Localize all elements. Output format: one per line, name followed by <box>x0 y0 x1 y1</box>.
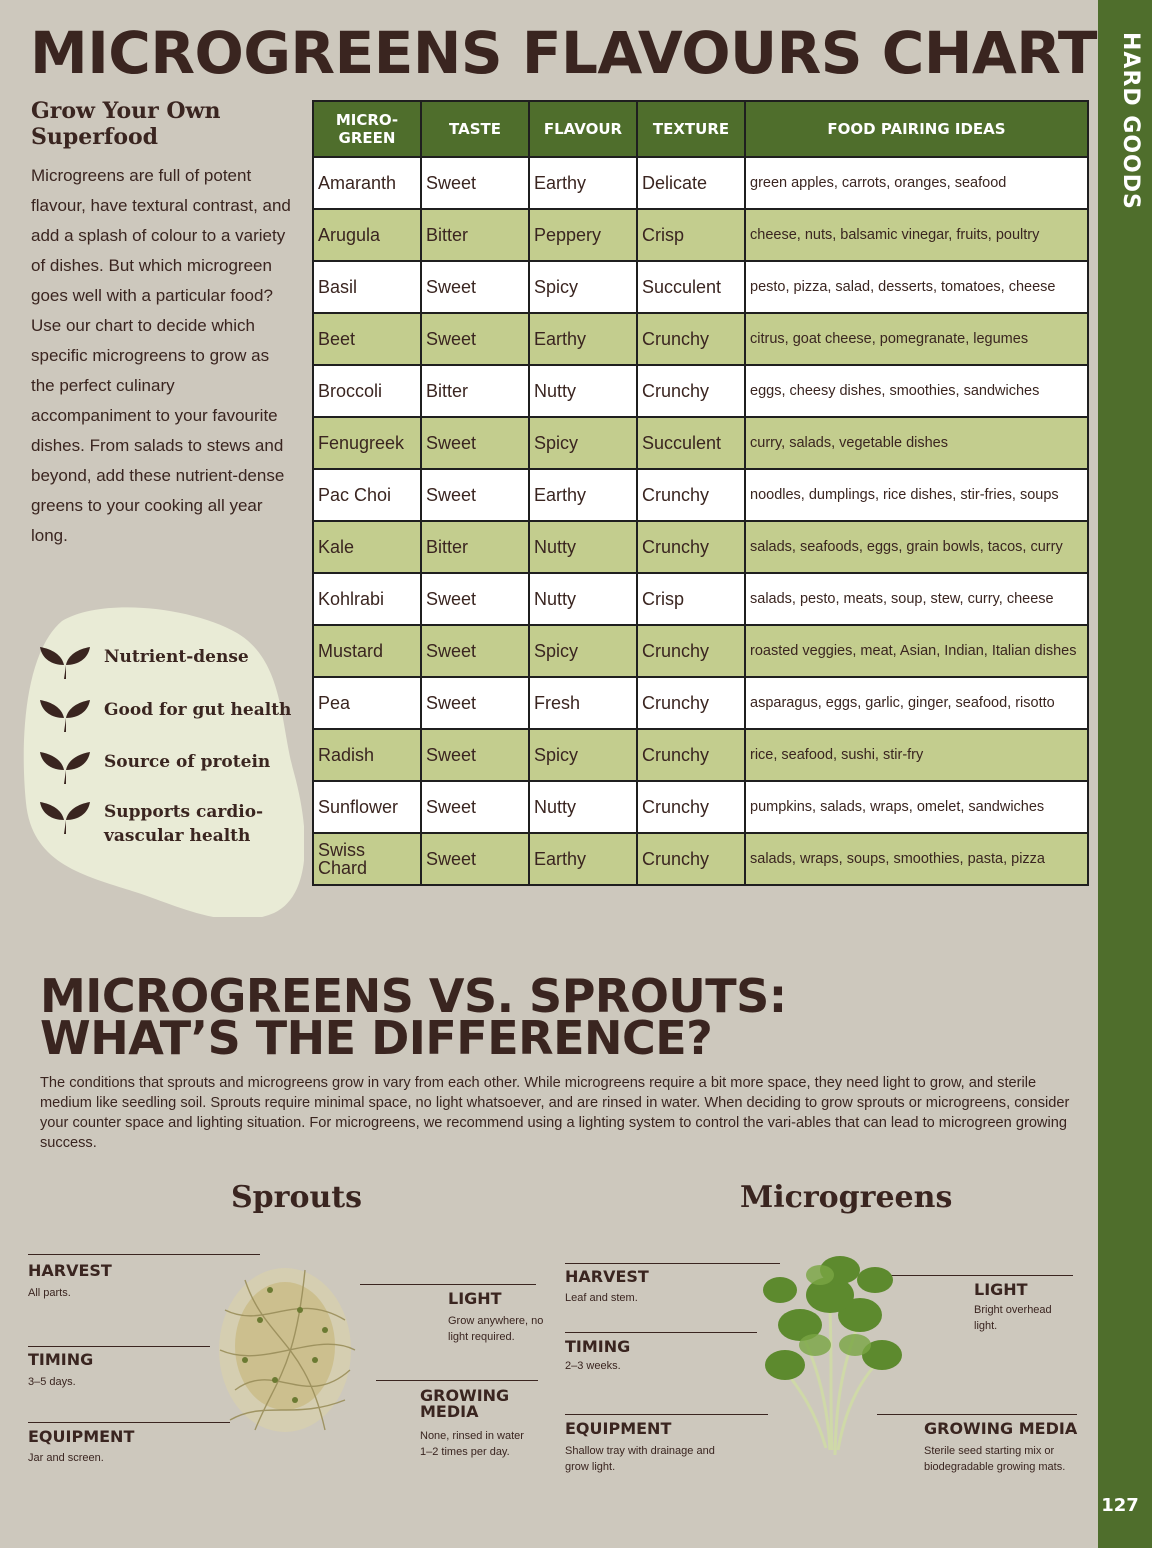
intro-heading: Grow Your Own Superfood <box>31 98 221 150</box>
table-row <box>313 781 1088 833</box>
cell-flavour: Earthy <box>529 157 637 209</box>
page-number: 127 <box>1101 1495 1139 1516</box>
cell-texture: Crisp <box>637 209 745 261</box>
divider <box>28 1422 230 1423</box>
cell-microgreen: Pac Choi <box>313 469 421 521</box>
sprouts-timing-label: TIMING <box>28 1350 94 1369</box>
cell-taste: Bitter <box>421 209 529 261</box>
cell-microgreen: Arugula <box>313 209 421 261</box>
table-row <box>313 209 1088 261</box>
cell-food-pairing: green apples, carrots, oranges, seafood <box>745 157 1088 209</box>
cell-texture: Crunchy <box>637 677 745 729</box>
divider <box>565 1332 757 1333</box>
cell-microgreen: Kohlrabi <box>313 573 421 625</box>
cell-flavour: Earthy <box>529 833 637 885</box>
column-header: FOOD PAIRING IDEAS <box>745 101 1088 157</box>
microgreens-harvest-text: Leaf and stem. <box>565 1292 638 1304</box>
cell-flavour: Spicy <box>529 417 637 469</box>
cell-microgreen: Pea <box>313 677 421 729</box>
column-header: TASTE <box>421 101 529 157</box>
cell-taste: Sweet <box>421 833 529 885</box>
cell-food-pairing: rice, seafood, sushi, stir-fry <box>745 729 1088 781</box>
side-tab-label: HARD GOODS <box>1118 32 1143 210</box>
cell-food-pairing: roasted veggies, meat, Asian, Indian, Italian dishes <box>745 625 1088 677</box>
cell-texture: Crunchy <box>637 521 745 573</box>
microgreens-media-label: GROWING MEDIA <box>924 1419 1078 1438</box>
benefit-item <box>38 645 294 681</box>
cell-texture: Crunchy <box>637 469 745 521</box>
cell-flavour: Earthy <box>529 469 637 521</box>
cell-flavour: Fresh <box>529 677 637 729</box>
divider <box>360 1284 536 1285</box>
column-header: FLAVOUR <box>529 101 637 157</box>
sprout-icon <box>38 698 92 734</box>
cell-microgreen: Amaranth <box>313 157 421 209</box>
table-row <box>313 521 1088 573</box>
table-row <box>313 417 1088 469</box>
cell-flavour: Spicy <box>529 261 637 313</box>
cell-texture: Crunchy <box>637 625 745 677</box>
cell-taste: Sweet <box>421 625 529 677</box>
cell-taste: Sweet <box>421 781 529 833</box>
microgreens-harvest-label: HARVEST <box>565 1267 649 1286</box>
cell-texture: Succulent <box>637 417 745 469</box>
vs-title-line: MICROGREENS VS. SPROUTS: <box>40 969 787 1023</box>
cell-taste: Bitter <box>421 365 529 417</box>
cell-taste: Sweet <box>421 729 529 781</box>
column-header: MICRO-GREEN <box>313 101 421 157</box>
sprouts-media-text: None, rinsed in water 1–2 times per day. <box>420 1430 524 1458</box>
cell-microgreen: Fenugreek <box>313 417 421 469</box>
cell-microgreen: Beet <box>313 313 421 365</box>
table-row <box>313 157 1088 209</box>
cell-taste: Sweet <box>421 417 529 469</box>
divider <box>28 1346 210 1347</box>
cell-flavour: Spicy <box>529 625 637 677</box>
flavours-table <box>312 100 1089 886</box>
cell-taste: Sweet <box>421 157 529 209</box>
microgreens-equipment-text: Shallow tray with drainage and grow light. <box>565 1445 715 1473</box>
page-title: MICROGREENS FLAVOURS CHART <box>30 19 1097 87</box>
cell-taste: Bitter <box>421 521 529 573</box>
cell-taste: Sweet <box>421 677 529 729</box>
benefit-item <box>38 800 274 848</box>
cell-food-pairing: salads, wraps, soups, smoothies, pasta, pizza <box>745 833 1088 885</box>
divider <box>565 1414 768 1415</box>
cell-flavour: Nutty <box>529 365 637 417</box>
cell-food-pairing: curry, salads, vegetable dishes <box>745 417 1088 469</box>
microgreens-media-text: Sterile seed starting mix or biodegradable growing mats. <box>924 1445 1066 1473</box>
sprouts-timing-text: 3–5 days. <box>28 1376 76 1388</box>
divider <box>891 1275 1073 1276</box>
sprouts-photo <box>205 1250 365 1460</box>
sprouts-light-text: Grow anywhere, no light required. <box>448 1315 544 1343</box>
benefit-item <box>38 750 294 786</box>
sprouts-harvest-label: HARVEST <box>28 1261 112 1280</box>
cell-microgreen: Swiss Chard <box>313 833 421 885</box>
sprout-icon <box>38 645 92 681</box>
sprouts-heading: Sprouts <box>231 1180 363 1215</box>
divider <box>565 1263 780 1264</box>
cell-food-pairing: noodles, dumplings, rice dishes, stir-fries, soups <box>745 469 1088 521</box>
benefit-item <box>38 698 294 734</box>
table-row <box>313 313 1088 365</box>
table-row <box>313 833 1088 885</box>
table-row <box>313 469 1088 521</box>
sprout-icon <box>38 750 92 786</box>
cell-taste: Sweet <box>421 573 529 625</box>
microgreens-photo <box>760 1250 910 1465</box>
benefit-label: Nutrient-dense <box>104 647 249 667</box>
table-row <box>313 625 1088 677</box>
sprouts-media-label: GROWING MEDIA <box>420 1386 510 1421</box>
sprouts-harvest-text: All parts. <box>28 1287 71 1299</box>
table-row <box>313 677 1088 729</box>
vs-title <box>40 969 787 1065</box>
table-row <box>313 365 1088 417</box>
table-row <box>313 261 1088 313</box>
cell-microgreen: Kale <box>313 521 421 573</box>
cell-flavour: Peppery <box>529 209 637 261</box>
table-body <box>313 157 1088 885</box>
cell-microgreen: Mustard <box>313 625 421 677</box>
column-header: TEXTURE <box>637 101 745 157</box>
cell-taste: Sweet <box>421 469 529 521</box>
microgreens-heading: Microgreens <box>740 1180 953 1215</box>
microgreens-timing-text: 2–3 weeks. <box>565 1360 621 1372</box>
microgreens-timing-label: TIMING <box>565 1337 631 1356</box>
microgreens-equipment-label: EQUIPMENT <box>565 1419 672 1438</box>
cell-texture: Crunchy <box>637 781 745 833</box>
side-tab <box>1098 0 1152 1548</box>
cell-food-pairing: salads, seafoods, eggs, grain bowls, tacos, curry <box>745 521 1088 573</box>
cell-texture: Crunchy <box>637 833 745 885</box>
table-row <box>313 573 1088 625</box>
cell-flavour: Spicy <box>529 729 637 781</box>
vs-body: The conditions that sprouts and microgreens grow in vary from each other. While microgreens require a bit more space, they need light to grow, and sterile medium like seedling soil. Sprouts require minimal space, no light whatsoever, and are rinsed in water. When deciding to grow sprouts or microgreens, consider your counter space and lighting situation. For microgreens, we recommend using a lighting system to control the vari-ables that can lead to microgreen growing success. <box>40 1075 1070 1151</box>
table-row <box>313 729 1088 781</box>
sprouts-equipment-label: EQUIPMENT <box>28 1427 135 1446</box>
cell-food-pairing: salads, pesto, meats, soup, stew, curry, cheese <box>745 573 1088 625</box>
benefit-label: Good for gut health <box>104 700 292 720</box>
microgreens-light-label: LIGHT <box>974 1280 1028 1299</box>
cell-texture: Crunchy <box>637 313 745 365</box>
cell-microgreen: Basil <box>313 261 421 313</box>
microgreens-light-text: Bright overhead light. <box>974 1304 1052 1332</box>
cell-flavour: Nutty <box>529 573 637 625</box>
benefit-label: Supports cardio-vascular health <box>104 802 264 846</box>
cell-food-pairing: asparagus, eggs, garlic, ginger, seafood, risotto <box>745 677 1088 729</box>
divider <box>376 1380 538 1381</box>
cell-flavour: Nutty <box>529 781 637 833</box>
sprouts-light-label: LIGHT <box>448 1289 502 1308</box>
cell-taste: Sweet <box>421 261 529 313</box>
cell-microgreen: Broccoli <box>313 365 421 417</box>
cell-flavour: Nutty <box>529 521 637 573</box>
cell-microgreen: Sunflower <box>313 781 421 833</box>
table-header-row <box>313 101 1088 157</box>
cell-food-pairing: eggs, cheesy dishes, smoothies, sandwiches <box>745 365 1088 417</box>
cell-food-pairing: pesto, pizza, salad, desserts, tomatoes, cheese <box>745 261 1088 313</box>
cell-taste: Sweet <box>421 313 529 365</box>
benefit-label: Source of protein <box>104 752 271 772</box>
cell-texture: Succulent <box>637 261 745 313</box>
cell-food-pairing: citrus, goat cheese, pomegranate, legumes <box>745 313 1088 365</box>
cell-microgreen: Radish <box>313 729 421 781</box>
cell-texture: Crunchy <box>637 365 745 417</box>
cell-flavour: Earthy <box>529 313 637 365</box>
cell-food-pairing: pumpkins, salads, wraps, omelet, sandwiches <box>745 781 1088 833</box>
cell-food-pairing: cheese, nuts, balsamic vinegar, fruits, poultry <box>745 209 1088 261</box>
sprout-icon <box>38 800 92 836</box>
cell-texture: Crunchy <box>637 729 745 781</box>
intro-body: Microgreens are full of potent flavour, have textural contrast, and add a splash of colour to a variety of dishes. But which microgreen goes well with a particular food? Use our chart to decide which specific microgreens to grow as the perfect culinary accompaniment to your favourite dishes. From salads to stews and beyond, add these nutrient-dense greens to your cooking all year long. <box>31 166 291 545</box>
cell-texture: Delicate <box>637 157 745 209</box>
vs-title-line: WHAT’S THE DIFFERENCE? <box>40 1011 713 1065</box>
cell-texture: Crisp <box>637 573 745 625</box>
sprouts-equipment-text: Jar and screen. <box>28 1452 104 1464</box>
